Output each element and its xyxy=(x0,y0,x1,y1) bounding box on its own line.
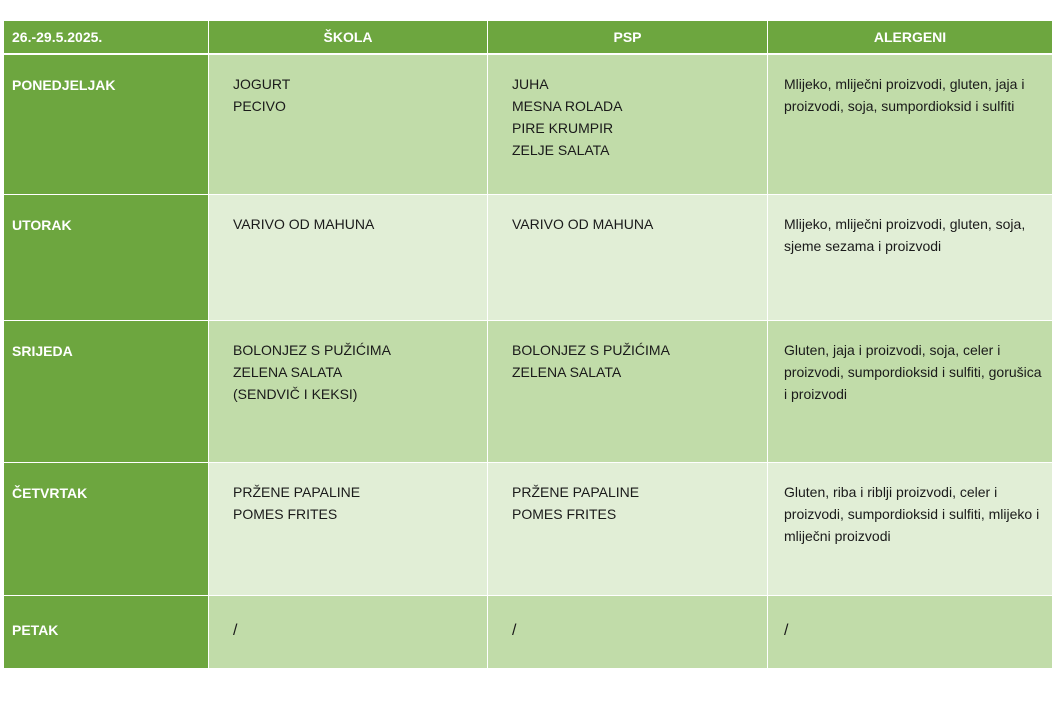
school-column-header: ŠKOLA xyxy=(209,21,488,54)
weekly-menu-table xyxy=(3,20,1052,669)
psp-meal-cell xyxy=(488,321,768,463)
allergens-text: / xyxy=(784,622,789,639)
meal-item: / xyxy=(512,622,517,639)
meal-item: BOLONJEZ S PUŽIĆIMA xyxy=(233,342,391,358)
psp-column-header: PSP xyxy=(488,21,768,54)
meal-item: ZELENA SALATA xyxy=(233,364,343,380)
meal-item: / xyxy=(233,622,238,639)
date-range-header: 26.-29.5.2025. xyxy=(4,21,209,54)
meal-item: POMES FRITES xyxy=(233,506,338,522)
table-row xyxy=(4,54,1052,195)
day-label: PONEDJELJAK xyxy=(4,54,209,195)
school-meal-cell xyxy=(209,463,488,596)
meal-item: VARIVO OD MAHUNA xyxy=(512,216,654,232)
table-header-row xyxy=(4,21,1052,54)
day-label: SRIJEDA xyxy=(4,321,209,463)
table-row xyxy=(4,596,1052,669)
allergens-text: Gluten, jaja i proizvodi, soja, celer i proizvodi, sumpordioksid i sulfiti, gorušica i proizvodi xyxy=(784,342,1042,402)
meal-item: PRŽENE PAPALINE xyxy=(512,484,640,500)
day-label: PETAK xyxy=(4,596,209,669)
allergens-cell xyxy=(768,321,1052,463)
meal-item: JUHA xyxy=(512,75,549,92)
table-row xyxy=(4,321,1052,463)
meal-item: PRŽENE PAPALINE xyxy=(233,484,361,500)
day-label: ČETVRTAK xyxy=(4,463,209,596)
allergens-text: Mlijeko, mliječni proizvodi, gluten, soja, sjeme sezama i proizvodi xyxy=(784,216,1026,254)
day-label: UTORAK xyxy=(4,195,209,321)
table-row xyxy=(4,463,1052,596)
psp-meal-cell xyxy=(488,596,768,669)
school-meal-cell xyxy=(209,195,488,321)
allergens-text: Mlijeko, mliječni proizvodi, gluten, jaja i proizvodi, soja, sumpordioksid i sulfiti xyxy=(784,75,1025,114)
meal-item: MESNA ROLADA xyxy=(512,97,623,114)
school-meal-cell xyxy=(209,321,488,463)
allergens-cell xyxy=(768,463,1052,596)
meal-item: PECIVO xyxy=(233,97,286,114)
allergens-cell xyxy=(768,54,1052,195)
school-meal-cell xyxy=(209,54,488,195)
meal-item: BOLONJEZ S PUŽIĆIMA xyxy=(512,342,670,358)
meal-item: ZELJE SALATA xyxy=(512,141,610,158)
meal-item: (SENDVIČ I KEKSI) xyxy=(233,386,358,402)
school-meal-cell xyxy=(209,596,488,669)
meal-item: VARIVO OD MAHUNA xyxy=(233,216,375,232)
meal-item: PIRE KRUMPIR xyxy=(512,119,614,136)
allergens-column-header: ALERGENI xyxy=(768,21,1052,54)
allergens-cell xyxy=(768,596,1052,669)
meal-item: JOGURT xyxy=(233,75,291,92)
allergens-text: Gluten, riba i riblji proizvodi, celer i proizvodi, sumpordioksid i sulfiti, mlijeko i mliječni proizvodi xyxy=(784,484,1040,544)
meal-item: POMES FRITES xyxy=(512,506,617,522)
psp-meal-cell xyxy=(488,463,768,596)
menu-body xyxy=(4,54,1052,669)
psp-meal-cell xyxy=(488,54,768,195)
table-row xyxy=(4,195,1052,321)
meal-item: ZELENA SALATA xyxy=(512,364,622,380)
allergens-cell xyxy=(768,195,1052,321)
psp-meal-cell xyxy=(488,195,768,321)
